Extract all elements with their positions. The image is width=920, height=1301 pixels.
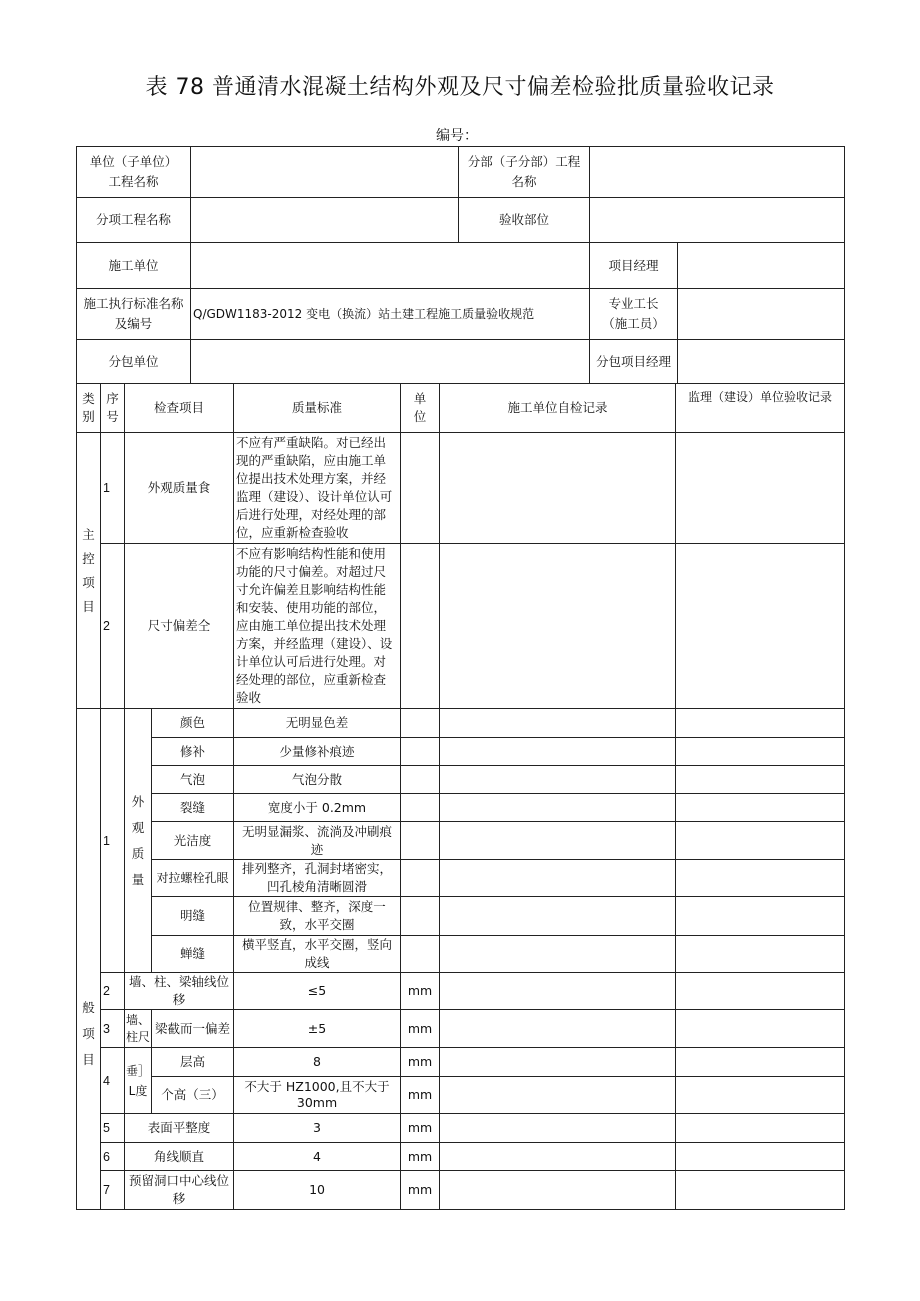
col-seq: 序号 bbox=[101, 384, 125, 433]
appearance-standard: 横平竖直，水平交圈，竖向成线 bbox=[234, 936, 401, 973]
general-row5-self-check[interactable] bbox=[440, 1114, 676, 1143]
general-label bbox=[77, 709, 101, 1210]
general-row3-supervision[interactable] bbox=[676, 1010, 845, 1048]
acceptance-part-label: 验收部位 bbox=[459, 198, 590, 243]
appearance-item: 修补 bbox=[152, 738, 234, 766]
col-category: 类别 bbox=[77, 384, 101, 433]
unit-project-label: 单位（子单位）工程名称 bbox=[77, 147, 191, 198]
appearance-item: 颜色 bbox=[152, 709, 234, 738]
appearance-unit bbox=[401, 822, 440, 860]
general-row7-supervision[interactable] bbox=[676, 1171, 845, 1210]
appearance-self-check[interactable] bbox=[440, 822, 676, 860]
general-row4-seq: 4 bbox=[101, 1048, 125, 1114]
appearance-standard: 位置规律、整齐，深度一致，水平交圈 bbox=[234, 897, 401, 936]
general-row5-item: 表面平整度 bbox=[125, 1114, 234, 1143]
general-row4-item: 垂］L度 bbox=[125, 1048, 152, 1114]
division-project-label: 分部（子分部）工程名称 bbox=[459, 147, 590, 198]
general-row3-unit: mm bbox=[401, 1010, 440, 1048]
general-row5-standard: 3 bbox=[234, 1114, 401, 1143]
appearance-item: 气泡 bbox=[152, 766, 234, 794]
main-row1-supervision[interactable] bbox=[676, 433, 845, 544]
general-label-char3: 目 bbox=[82, 1052, 95, 1067]
inspection-table bbox=[76, 383, 845, 1210]
general-row6-self-check[interactable] bbox=[440, 1143, 676, 1171]
general-row2-seq: 2 bbox=[101, 973, 125, 1010]
serial-number-label: 编号： bbox=[436, 128, 478, 144]
col-supervision: 监理（建设）单位验收记录 bbox=[676, 384, 845, 433]
general-row5-unit: mm bbox=[401, 1114, 440, 1143]
main-row2-self-check[interactable] bbox=[440, 544, 676, 709]
general-label-char1: 般 bbox=[82, 1000, 95, 1015]
col-self-check: 施工单位自检记录 bbox=[440, 384, 676, 433]
general-label-char2: 项 bbox=[82, 1026, 95, 1041]
appearance-item: 明缝 bbox=[152, 897, 234, 936]
general-row7-unit: mm bbox=[401, 1171, 440, 1210]
general-row7-item: 预留洞口中心线位移 bbox=[125, 1171, 234, 1210]
general-row5-supervision[interactable] bbox=[676, 1114, 845, 1143]
appearance-supervision[interactable] bbox=[676, 766, 845, 794]
general-row2-supervision[interactable] bbox=[676, 973, 845, 1010]
foreman-label: 专业工长（施工员） bbox=[590, 289, 678, 340]
foreman-value[interactable] bbox=[678, 289, 845, 340]
general-row1-seq: 1 bbox=[101, 709, 125, 973]
appearance-unit bbox=[401, 738, 440, 766]
main-row2-supervision[interactable] bbox=[676, 544, 845, 709]
general-row2-unit: mm bbox=[401, 973, 440, 1010]
general-row4-sub-standard: 不大于 HZ1000,且不大于 30mm bbox=[234, 1077, 401, 1114]
page-title: 表 78 普通清水混凝土结构外观及尺寸偏差检验批质量验收记录 bbox=[145, 75, 775, 100]
main-row1-standard: 不应有严重缺陷。对已经出现的严重缺陷，应由施工单位提出技术处理方案，并经监理（建设）、设计单位认可后进行处理，对经处理的部位，应重新检查验收 bbox=[234, 433, 401, 544]
project-manager-label: 项目经理 bbox=[590, 243, 678, 289]
header-table bbox=[76, 146, 845, 384]
appearance-standard: 排列整齐，孔洞封堵密实，凹孔棱角清晰圆滑 bbox=[234, 860, 401, 897]
appearance-supervision[interactable] bbox=[676, 936, 845, 973]
appearance-self-check[interactable] bbox=[440, 738, 676, 766]
general-row6-supervision[interactable] bbox=[676, 1143, 845, 1171]
subcontractor-label: 分包单位 bbox=[77, 340, 191, 384]
appearance-item: 裂缝 bbox=[152, 794, 234, 822]
general-row5-seq: 5 bbox=[101, 1114, 125, 1143]
construction-unit-label: 施工单位 bbox=[77, 243, 191, 289]
main-row1-seq: 1 bbox=[101, 433, 125, 544]
construction-unit-value[interactable] bbox=[191, 243, 590, 289]
standard-label: 施工执行标准名称及编号 bbox=[77, 289, 191, 340]
main-control-label: 主控项目 bbox=[77, 433, 101, 709]
appearance-standard: 无明显漏浆、流淌及冲刷痕迹 bbox=[234, 822, 401, 860]
appearance-supervision[interactable] bbox=[676, 860, 845, 897]
main-row2-unit bbox=[401, 544, 440, 709]
appearance-unit bbox=[401, 936, 440, 973]
general-row6-item: 角线顺直 bbox=[125, 1143, 234, 1171]
main-row2-standard: 不应有影响结构性能和使用功能的尺寸偏差。对超过尺寸允许偏差且影响结构性能和安装、使用功能的部位，应由施工单位提出技术处理方案，并经监理（建设）、设计单位认可后进行处理。对经处理的部位，应重新检查验收 bbox=[234, 544, 401, 709]
appearance-standard: 无明显色差 bbox=[234, 709, 401, 738]
standard-value: Q/GDW1183-2012 变电（换流）站土建工程施工质量验收规范 bbox=[191, 289, 590, 340]
general-row7-seq: 7 bbox=[101, 1171, 125, 1210]
main-row1-item: 外观质量食 bbox=[125, 433, 234, 544]
general-row3-seq: 3 bbox=[101, 1010, 125, 1048]
appearance-standard: 气泡分散 bbox=[234, 766, 401, 794]
appearance-item: 对拉螺栓孔眼 bbox=[152, 860, 234, 897]
main-row1-self-check[interactable] bbox=[440, 433, 676, 544]
appearance-unit bbox=[401, 860, 440, 897]
acceptance-part-value[interactable] bbox=[590, 198, 845, 243]
general-row3-item-a: 墙、柱尺 bbox=[125, 1010, 152, 1048]
general-row2-standard: ≤5 bbox=[234, 973, 401, 1010]
main-row2-seq: 2 bbox=[101, 544, 125, 709]
appearance-self-check[interactable] bbox=[440, 709, 676, 738]
appearance-quality-label: 外观质量 bbox=[125, 709, 152, 973]
appearance-unit bbox=[401, 766, 440, 794]
appearance-self-check[interactable] bbox=[440, 860, 676, 897]
general-row6-standard: 4 bbox=[234, 1143, 401, 1171]
general-row3-standard: ±5 bbox=[234, 1010, 401, 1048]
appearance-self-check[interactable] bbox=[440, 897, 676, 936]
appearance-item: 光洁度 bbox=[152, 822, 234, 860]
appearance-unit bbox=[401, 709, 440, 738]
general-row3-self-check[interactable] bbox=[440, 1010, 676, 1048]
general-row6-seq: 6 bbox=[101, 1143, 125, 1171]
general-row4-sub-item: 个高（三） bbox=[152, 1077, 234, 1114]
appearance-supervision[interactable] bbox=[676, 794, 845, 822]
division-project-value[interactable] bbox=[590, 147, 845, 198]
appearance-supervision[interactable] bbox=[676, 822, 845, 860]
main-row1-unit bbox=[401, 433, 440, 544]
main-row2-item: 尺寸偏差仝 bbox=[125, 544, 234, 709]
subitem-label: 分项工程名称 bbox=[77, 198, 191, 243]
appearance-self-check[interactable] bbox=[440, 794, 676, 822]
appearance-self-check[interactable] bbox=[440, 936, 676, 973]
general-row4-sub-unit: mm bbox=[401, 1077, 440, 1114]
general-row2-self-check[interactable] bbox=[440, 973, 676, 1010]
general-row4-sub-self-check[interactable] bbox=[440, 1077, 676, 1114]
general-row4-sub-standard: 8 bbox=[234, 1048, 401, 1077]
col-item: 检查项目 bbox=[125, 384, 234, 433]
general-row4-sub-self-check[interactable] bbox=[440, 1048, 676, 1077]
unit-project-value[interactable] bbox=[191, 147, 459, 198]
general-row6-unit: mm bbox=[401, 1143, 440, 1171]
general-row7-self-check[interactable] bbox=[440, 1171, 676, 1210]
general-row4-sub-supervision[interactable] bbox=[676, 1077, 845, 1114]
appearance-self-check[interactable] bbox=[440, 766, 676, 794]
general-row7-standard: 10 bbox=[234, 1171, 401, 1210]
appearance-supervision[interactable] bbox=[676, 897, 845, 936]
subcontractor-value[interactable] bbox=[191, 340, 590, 384]
col-unit: 单位 bbox=[401, 384, 440, 433]
subitem-value[interactable] bbox=[191, 198, 459, 243]
project-manager-value[interactable] bbox=[678, 243, 845, 289]
appearance-item: 蝉缝 bbox=[152, 936, 234, 973]
sub-manager-value[interactable] bbox=[678, 340, 845, 384]
general-row3-item-b: 梁截而一偏差 bbox=[152, 1010, 234, 1048]
appearance-standard: 宽度小于 0.2mm bbox=[234, 794, 401, 822]
appearance-unit bbox=[401, 897, 440, 936]
appearance-unit bbox=[401, 794, 440, 822]
general-row4-sub-item: 层高 bbox=[152, 1048, 234, 1077]
appearance-supervision[interactable] bbox=[676, 738, 845, 766]
general-row2-item: 墙、柱、梁轴线位移 bbox=[125, 973, 234, 1010]
appearance-supervision[interactable] bbox=[676, 709, 845, 738]
general-row4-sub-supervision[interactable] bbox=[676, 1048, 845, 1077]
general-row4-sub-unit: mm bbox=[401, 1048, 440, 1077]
sub-manager-label: 分包项目经理 bbox=[590, 340, 678, 384]
col-standard: 质量标准 bbox=[234, 384, 401, 433]
appearance-standard: 少量修补痕迹 bbox=[234, 738, 401, 766]
